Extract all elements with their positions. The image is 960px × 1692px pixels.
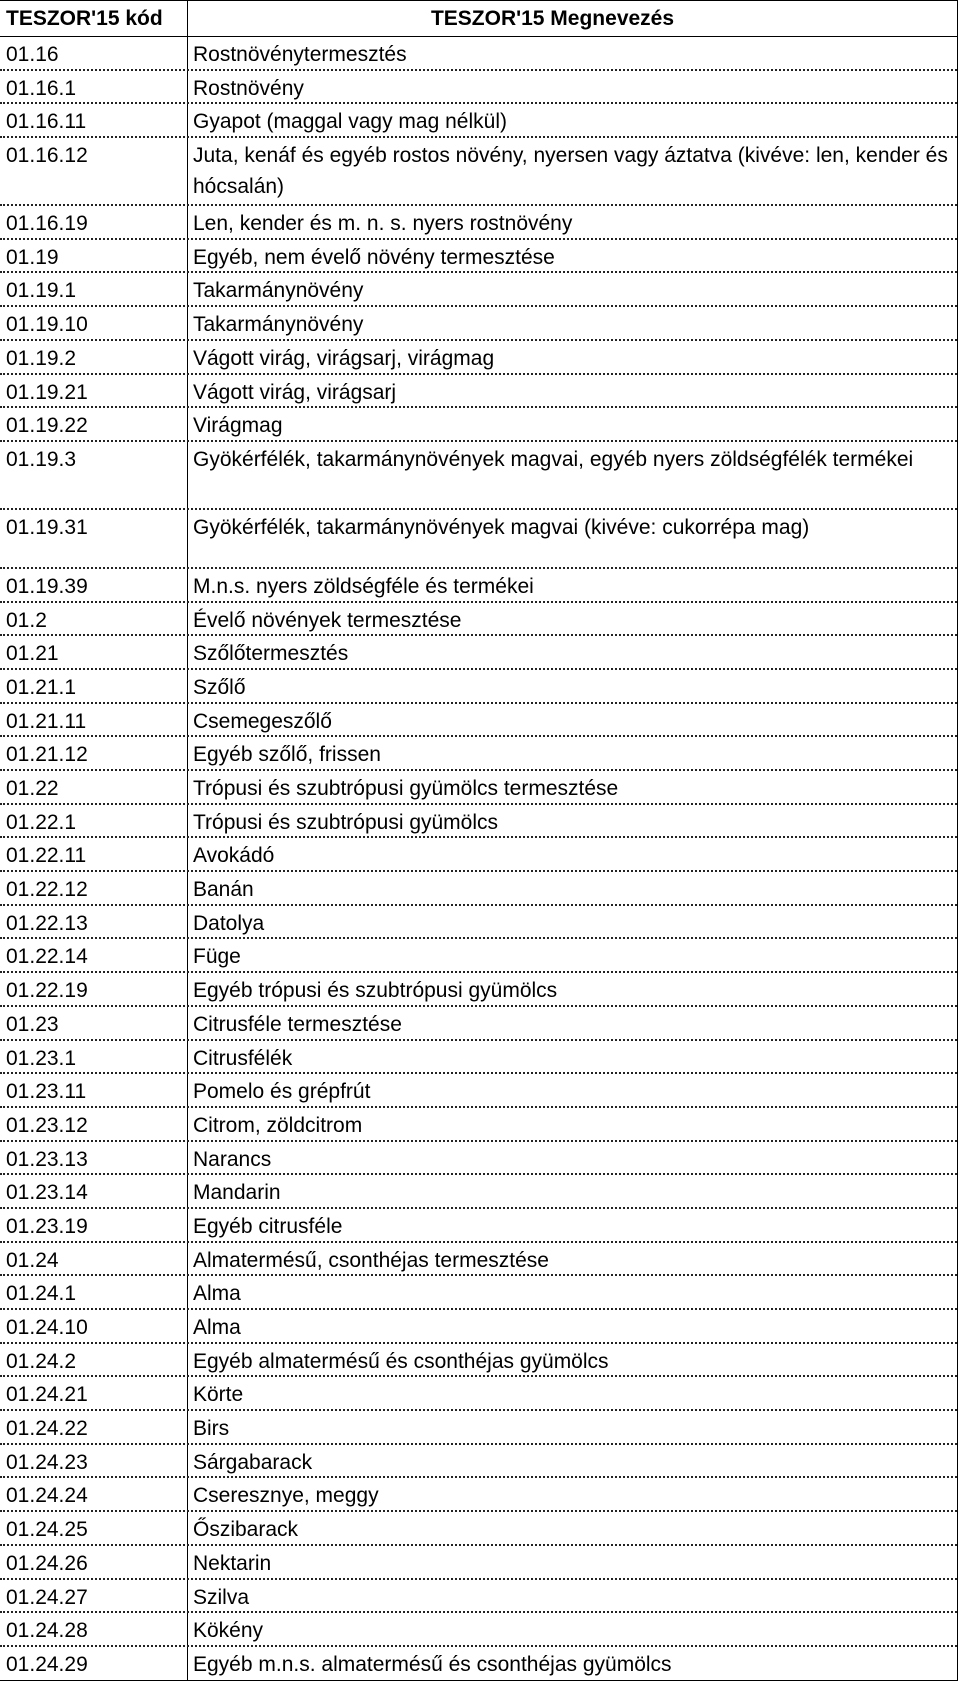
cell-code: 01.22.14 <box>0 939 188 971</box>
table-row <box>0 1613 957 1647</box>
cell-name: Mandarin <box>193 1181 281 1205</box>
table-row <box>0 104 957 138</box>
cell-code: 01.24.21 <box>0 1377 188 1409</box>
cell-code: 01.22.19 <box>0 973 188 1005</box>
cell-name: Virágmag <box>193 414 283 438</box>
cell-name: Sárgabarack <box>193 1450 313 1474</box>
cell-name: Egyéb m.n.s. almatermésű és csonthéjas gyümölcs <box>193 1652 672 1676</box>
cell-code: 01.19.31 <box>0 510 188 567</box>
table-row <box>0 71 957 105</box>
table-row <box>0 872 957 906</box>
cell-name: Datolya <box>193 911 265 935</box>
table-row <box>0 1007 957 1041</box>
cell-name: Alma <box>193 1282 241 1306</box>
table-row <box>0 1175 957 1209</box>
table-row <box>0 1108 957 1142</box>
cell-code: 01.24.22 <box>0 1411 188 1443</box>
cell-name: Citrusféle termesztése <box>193 1012 402 1036</box>
cell-name: Len, kender és m. n. s. nyers rostnövény <box>193 212 573 236</box>
table-row <box>0 939 957 973</box>
table-row <box>0 375 957 409</box>
cell-name: Almatermésű, csonthéjas termesztése <box>193 1248 549 1272</box>
cell-code: 01.2 <box>0 603 188 635</box>
cell-code: 01.24.24 <box>0 1478 188 1510</box>
table-row <box>0 1041 957 1075</box>
cell-name: Egyéb citrusféle <box>193 1214 343 1238</box>
cell-name: Trópusi és szubtrópusi gyümölcs termesztése <box>193 777 619 800</box>
cell-name: Füge <box>193 945 241 969</box>
table-row <box>0 737 957 771</box>
table-row <box>0 1344 957 1378</box>
cell-code: 01.22.13 <box>0 906 188 938</box>
cell-code: 01.21.1 <box>0 670 188 702</box>
table-row <box>0 1074 957 1108</box>
cell-code: 01.22.11 <box>0 838 188 870</box>
cell-code: 01.24.28 <box>0 1613 188 1645</box>
cell-code: 01.19.3 <box>0 442 188 508</box>
table-row <box>0 906 957 940</box>
cell-code: 01.24.23 <box>0 1445 188 1477</box>
table-row <box>0 510 957 569</box>
cell-code: 01.23.12 <box>0 1108 188 1140</box>
cell-name: Szilva <box>193 1585 250 1609</box>
table-row <box>0 838 957 872</box>
cell-name: Takarmánynövény <box>193 279 364 303</box>
cell-name: Rostnövénytermesztés <box>193 43 407 66</box>
table-row <box>0 341 957 375</box>
cell-code: 01.23.11 <box>0 1074 188 1106</box>
cell-name: Vágott virág, virágsarj, virágmag <box>193 346 495 370</box>
cell-name: Nektarin <box>193 1551 272 1575</box>
cell-code: 01.24.26 <box>0 1546 188 1578</box>
header-name: TESZOR'15 Megnevezés <box>430 7 675 30</box>
cell-name: Juta, kenáf és egyéb rostos növény, nyersen vagy áztatva (kivéve: len, kender és hócsalán) <box>193 144 948 199</box>
cell-code: 01.16.11 <box>0 104 188 136</box>
table-row <box>0 1209 957 1243</box>
table-row <box>0 273 957 307</box>
table-row <box>0 1445 957 1479</box>
table-row <box>0 442 957 510</box>
table-row <box>0 138 957 206</box>
cell-name: Takarmánynövény <box>193 313 364 337</box>
cell-code: 01.23.19 <box>0 1209 188 1241</box>
table-header-row <box>0 1 957 37</box>
cell-code: 01.23 <box>0 1007 188 1039</box>
cell-name: Narancs <box>193 1147 272 1171</box>
table-row <box>0 771 957 805</box>
cell-name: Alma <box>193 1316 241 1339</box>
cell-code: 01.19.22 <box>0 408 188 440</box>
cell-name: Szőlőtermesztés <box>193 642 349 666</box>
cell-code: 01.16 <box>0 37 188 69</box>
cell-name: Egyéb almatermésű és csonthéjas gyümölcs <box>193 1349 609 1373</box>
cell-code: 01.24.29 <box>0 1647 188 1680</box>
cell-name: Évelő növények termesztése <box>193 608 462 632</box>
cell-code: 01.21.11 <box>0 704 188 736</box>
table-row <box>0 1310 957 1344</box>
cell-code: 01.19.39 <box>0 569 188 601</box>
table-row <box>0 1478 957 1512</box>
cell-name: Egyéb trópusi és szubtrópusi gyümölcs <box>193 979 558 1003</box>
table-row <box>0 240 957 274</box>
cell-code: 01.24.10 <box>0 1310 188 1342</box>
cell-name: Vágott virág, virágsarj <box>193 380 397 404</box>
table-row <box>0 973 957 1007</box>
cell-code: 01.24.2 <box>0 1344 188 1376</box>
cell-name: Egyéb szőlő, frissen <box>193 743 381 767</box>
cell-code: 01.22 <box>0 771 188 803</box>
cell-name: Gyökérfélék, takarmánynövények magvai (kivéve: cukorrépa mag) <box>193 515 810 539</box>
table-row <box>0 408 957 442</box>
cell-name: Kökény <box>193 1619 264 1643</box>
table-row <box>0 670 957 704</box>
cell-name: Avokádó <box>193 844 275 868</box>
table-row <box>0 1142 957 1176</box>
cell-name: Cseresznye, meggy <box>193 1484 379 1508</box>
cell-name: Rostnövény <box>193 76 304 100</box>
table-row <box>0 1546 957 1580</box>
cell-name: Birs <box>193 1417 230 1441</box>
table-row <box>0 1512 957 1546</box>
cell-code: 01.21.12 <box>0 737 188 769</box>
cell-code: 01.16.19 <box>0 206 188 238</box>
cell-code: 01.23.13 <box>0 1142 188 1174</box>
cell-name: Egyéb, nem évelő növény termesztése <box>193 245 555 269</box>
table-row <box>0 1647 957 1681</box>
table-body <box>0 37 957 1681</box>
cell-name: Pomelo és grépfrút <box>193 1080 371 1104</box>
table-row <box>0 704 957 738</box>
table-row <box>0 805 957 839</box>
table-row <box>0 603 957 637</box>
table-row <box>0 1276 957 1310</box>
cell-code: 01.22.12 <box>0 872 188 904</box>
cell-code: 01.24.25 <box>0 1512 188 1544</box>
cell-name: Trópusi és szubtrópusi gyümölcs <box>193 810 499 834</box>
cell-name: Gyökérfélék, takarmánynövények magvai, egyéb nyers zöldségfélék termékei <box>193 447 914 471</box>
table-row <box>0 37 957 71</box>
cell-name: Körte <box>193 1383 244 1407</box>
table-row <box>0 1243 957 1277</box>
cell-code: 01.21 <box>0 636 188 668</box>
table-row <box>0 206 957 240</box>
header-code: TESZOR'15 kód <box>0 1 188 36</box>
cell-name: Szőlő <box>193 675 246 699</box>
cell-code: 01.19.1 <box>0 273 188 305</box>
cell-code: 01.23.14 <box>0 1175 188 1207</box>
cell-name: Citrom, zöldcitrom <box>193 1113 363 1137</box>
table-row <box>0 307 957 341</box>
cell-code: 01.19.21 <box>0 375 188 407</box>
cell-code: 01.24 <box>0 1243 188 1275</box>
cell-code: 01.16.12 <box>0 138 188 204</box>
cell-code: 01.19 <box>0 240 188 272</box>
table-row <box>0 1377 957 1411</box>
cell-code: 01.19.10 <box>0 307 188 339</box>
cell-code: 01.24.27 <box>0 1580 188 1612</box>
cell-code: 01.24.1 <box>0 1276 188 1308</box>
cell-name: Őszibarack <box>193 1518 299 1542</box>
cell-code: 01.23.1 <box>0 1041 188 1073</box>
cell-name: Gyapot (maggal vagy mag nélkül) <box>193 110 507 134</box>
table-row <box>0 1580 957 1614</box>
cell-name: Banán <box>193 878 254 902</box>
cell-name: Csemegeszőlő <box>193 709 332 733</box>
cell-code: 01.22.1 <box>0 805 188 837</box>
cell-name: Citrusfélék <box>193 1046 293 1070</box>
table-row <box>0 636 957 670</box>
cell-name: M.n.s. nyers zöldségféle és termékei <box>193 574 534 598</box>
table-row <box>0 569 957 603</box>
cell-code: 01.16.1 <box>0 71 188 103</box>
table-row <box>0 1411 957 1445</box>
cell-code: 01.19.2 <box>0 341 188 373</box>
